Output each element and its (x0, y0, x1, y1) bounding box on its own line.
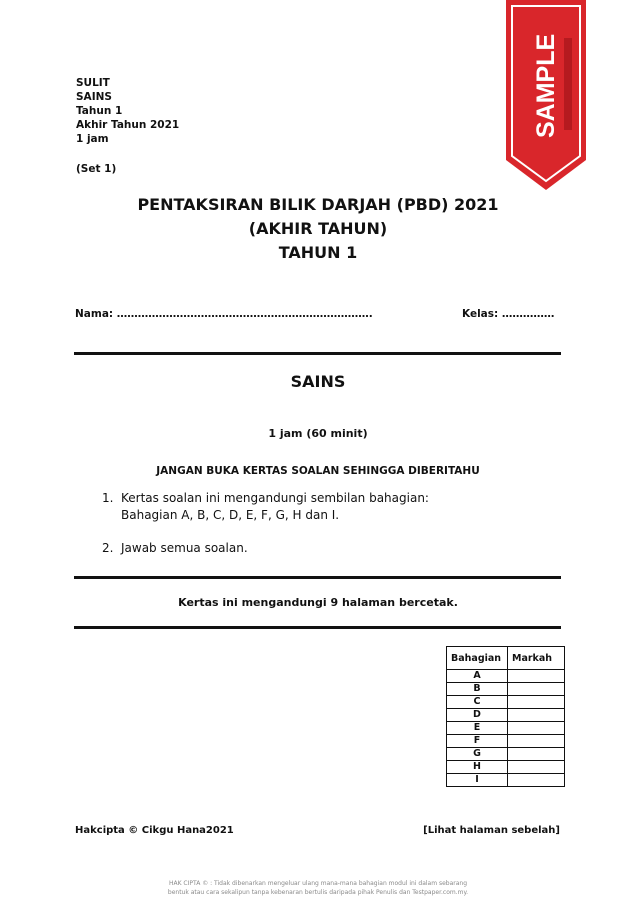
section-cell: C (447, 696, 508, 709)
level-label: Tahun 1 (76, 105, 123, 117)
mark-cell (508, 761, 565, 774)
copyright-fine-print (0, 879, 636, 897)
table-row (447, 748, 565, 761)
table-row (447, 670, 565, 683)
mark-cell (508, 748, 565, 761)
subject-label: SAINS (76, 91, 112, 103)
section-cell: H (447, 761, 508, 774)
mark-cell (508, 709, 565, 722)
copyright-text: Hakcipta © Cikgu Hana2021 (75, 825, 234, 836)
set-label: (Set 1) (76, 163, 117, 175)
table-row (447, 709, 565, 722)
exam-year-level: TAHUN 1 (278, 243, 358, 262)
instruction-2-line1: Jawab semua soalan. (121, 541, 248, 555)
instruction-1-number: 1. (102, 491, 114, 505)
mark-cell (508, 774, 565, 787)
mark-cell (508, 722, 565, 735)
mark-cell (508, 670, 565, 683)
instruction-2-number: 2. (102, 541, 114, 555)
table-row (447, 735, 565, 748)
fine-print-line2: bentuk atau cara sekalipun tanpa kebenaran bertulis daripada pihak Penulis dan Testpaper.com.my. (167, 889, 469, 896)
section-cell: A (447, 670, 508, 683)
paper-subject: SAINS (290, 372, 346, 391)
table-row (447, 722, 565, 735)
section-cell: G (447, 748, 508, 761)
marks-table (446, 646, 565, 787)
class-field: Kelas: …………… (462, 308, 555, 320)
term-label: Akhir Tahun 2021 (76, 119, 180, 131)
instruction-1-line2: Bahagian A, B, C, D, E, F, G, H dan I. (121, 508, 340, 522)
sample-label: SAMPLE (532, 33, 560, 138)
page-count-note: Kertas ini mengandungi 9 halaman bercetak. (178, 596, 458, 609)
header-markah: Markah (508, 647, 565, 670)
mark-cell (508, 683, 565, 696)
next-page-note: [Lihat halaman sebelah] (423, 825, 560, 836)
warning-text: JANGAN BUKA KERTAS SOALAN SEHINGGA DIBERITAHU (156, 465, 480, 477)
section-cell: E (447, 722, 508, 735)
instruction-1-line1: Kertas soalan ini mengandungi sembilan bahagian: (121, 491, 429, 505)
divider-middle (74, 576, 561, 579)
mark-cell (508, 735, 565, 748)
table-row (447, 774, 565, 787)
name-field: Nama: ………………………………………………………………. (75, 308, 373, 320)
divider-bottom (74, 626, 561, 629)
exam-subtitle: (AKHIR TAHUN) (248, 219, 388, 238)
divider-top (74, 352, 561, 355)
section-cell: F (447, 735, 508, 748)
table-row (447, 761, 565, 774)
table-row (447, 683, 565, 696)
fine-print-line1: HAK CIPTA © : Tidak dibenarkan mengeluar ulang mana-mana bahagian modul ini dalam sebarang (168, 880, 468, 887)
table-row (447, 696, 565, 709)
marks-table-header (447, 647, 565, 670)
sample-ribbon (502, 0, 590, 192)
confidentiality-label: SULIT (76, 77, 110, 89)
header-bahagian: Bahagian (447, 647, 508, 670)
exam-title: PENTAKSIRAN BILIK DARJAH (PBD) 2021 (137, 195, 499, 214)
mark-cell (508, 696, 565, 709)
header-info (76, 76, 179, 146)
section-cell: I (447, 774, 508, 787)
duration-label: 1 jam (76, 133, 109, 145)
paper-duration: 1 jam (60 minit) (268, 427, 368, 440)
section-cell: B (447, 683, 508, 696)
section-cell: D (447, 709, 508, 722)
